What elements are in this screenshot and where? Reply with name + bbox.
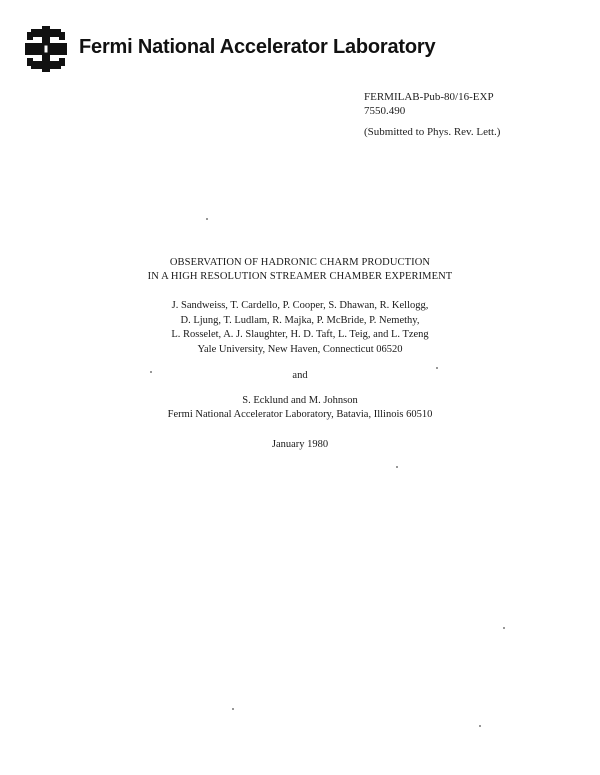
report-info: [364, 90, 500, 139]
report-number: FERMILAB-Pub-80/16-EXP: [364, 91, 494, 103]
conjunction: and: [292, 370, 308, 381]
authors-line-1: J. Sandweiss, T. Cardello, P. Cooper, S. Dhawan, R. Kellogg,: [171, 300, 429, 311]
authors2-affiliation: Fermi National Accelerator Laboratory, Batavia, Illinois 60510: [167, 409, 433, 420]
publication-date: January 1980: [271, 439, 329, 450]
second-author-list: [0, 394, 600, 422]
fermilab-logo-icon: [25, 26, 67, 72]
scan-speck: [206, 218, 208, 220]
paper-title: [0, 256, 600, 284]
submission-note: (Submitted to Phys. Rev. Lett.): [364, 126, 501, 138]
author-list: [0, 299, 600, 357]
scan-speck: [150, 371, 152, 373]
author-affiliation: Yale University, New Haven, Connecticut 06520: [197, 343, 403, 355]
title-line-1: OBSERVATION OF HADRONIC CHARM PRODUCTION: [169, 257, 431, 268]
authors-line-2: D. Ljung, T. Ludlam, R. Majka, P. McBride, P. Nemethy,: [180, 314, 420, 326]
scan-speck: [479, 725, 481, 727]
scan-speck: [396, 466, 398, 468]
laboratory-name: Fermi National Accelerator Laboratory: [79, 36, 436, 58]
report-code: 7550.490: [364, 105, 406, 117]
authors-line-3: L. Rosselet, A. J. Slaughter, H. D. Taft, L. Teig, and L. Tzeng: [171, 329, 429, 340]
title-line-2: IN A HIGH RESOLUTION STREAMER CHAMBER EXPERIMENT: [147, 271, 453, 282]
scan-speck: [436, 367, 438, 369]
authors2-line-1: S. Ecklund and M. Johnson: [242, 395, 358, 406]
scan-speck: [232, 708, 234, 710]
scan-speck: [503, 627, 505, 629]
